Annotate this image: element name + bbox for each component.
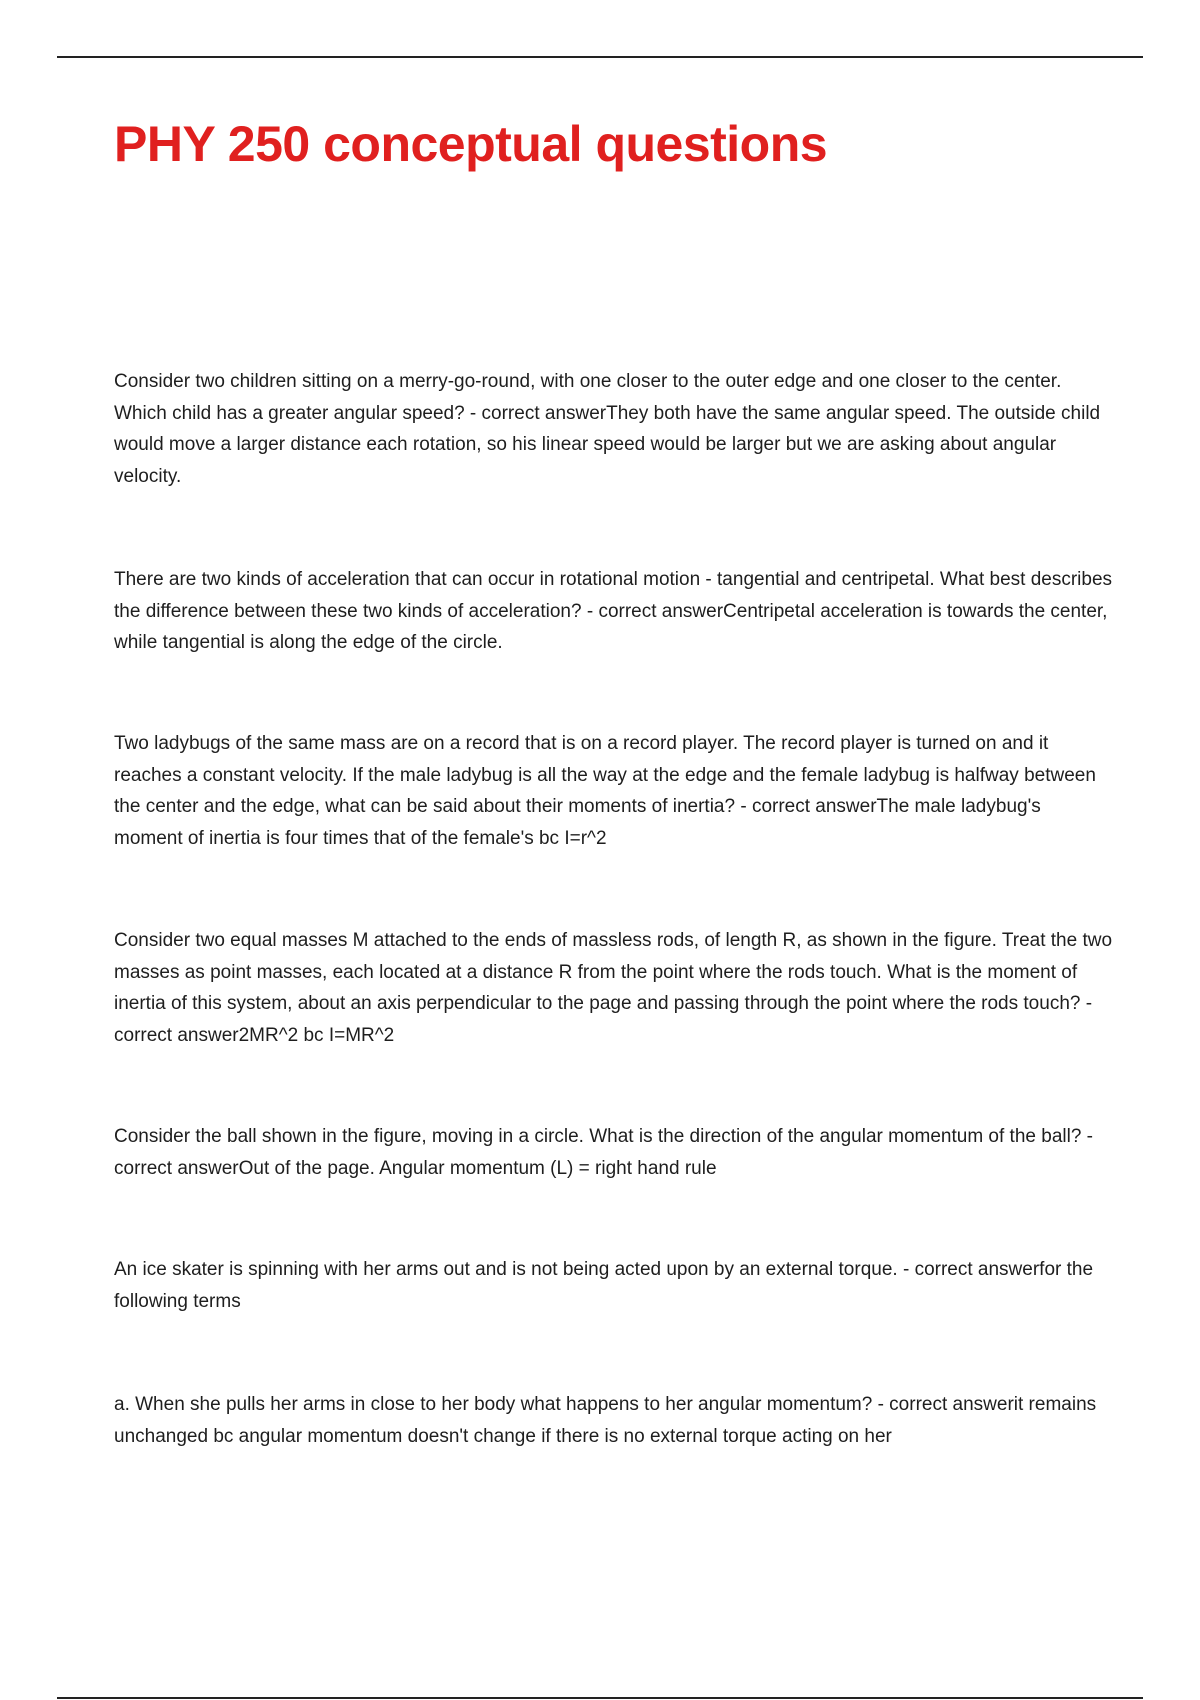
qa-item-4: Consider two equal masses M attached to the ends of massless rods, of length R, as shown in the figure. Treat the two masses as point masses, each located at a distance R from the point where the rods touch. What is the moment of inertia of this system, about an axis perpendicular to the page and passing through the point where the rods touch? - correct answer2MR^2 bc I=MR^2 [114,930,1113,1046]
qa-item-7: a. When she pulls her arms in close to her body what happens to her angular momentum? - correct answerit remains unchanged bc angular momentum doesn't change if there is no external torque acting on her [114,1394,1097,1447]
qa-item-5: Consider the ball shown in the figure, moving in a circle. What is the direction of the angular momentum of the ball? - correct answerOut of the page. Angular momentum (L) = right hand rule [114,1126,1094,1179]
top-rule [57,56,1143,58]
qa-item-6: An ice skater is spinning with her arms out and is not being acted upon by an external torque. - correct answerfor the following terms [114,1259,1094,1312]
qa-item-2: There are two kinds of acceleration that can occur in rotational motion - tangential and centripetal. What best describes the difference between these two kinds of acceleration? - correct answerCentripetal acceleration is towards the center, while tangential is along the edge of the circle. [114,569,1113,653]
page-title: PHY 250 conceptual questions [114,116,828,172]
bottom-rule [57,1697,1143,1699]
qa-item-3: Two ladybugs of the same mass are on a record that is on a record player. The record player is turned on and it reaches a constant velocity. If the male ladybug is all the way at the edge and the female ladybug is halfway between the center and the edge, what can be said about their moments of inertia? - correct answerThe male ladybug's moment of inertia is four times that of the female's bc I=r^2 [114,733,1096,849]
qa-item-1: Consider two children sitting on a merry-go-round, with one closer to the outer edge and one closer to the center. Which child has a greater angular speed? - correct answerThey both have the same angular speed. The outside child would move a larger distance each rotation, so his linear speed would be larger but we are asking about angular velocity. [114,371,1101,487]
